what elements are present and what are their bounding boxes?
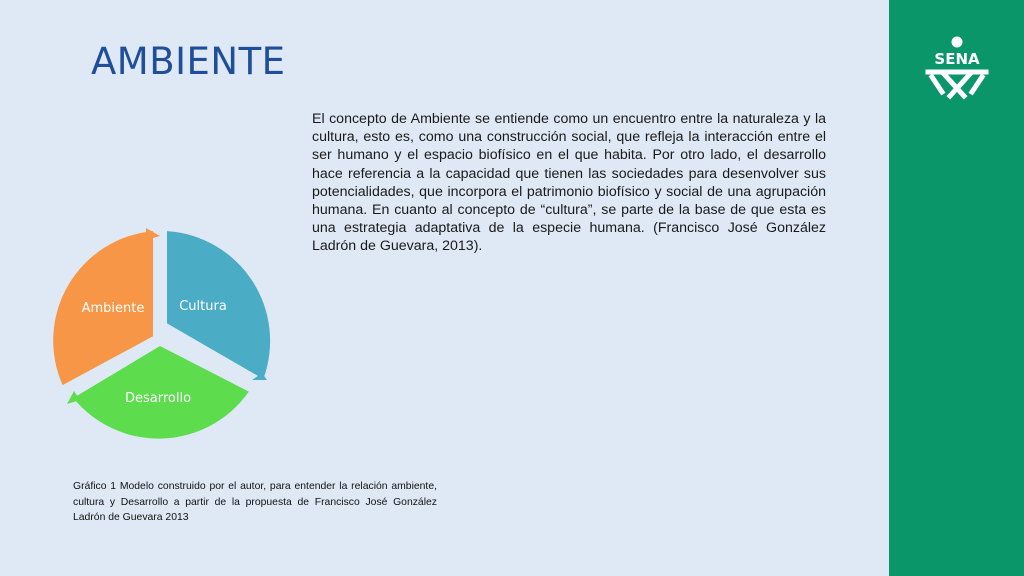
cycle-label-desarrollo: Desarrollo [124, 391, 192, 406]
logo-figure-icon [928, 72, 986, 96]
slide-title: AMBIENTE [91, 40, 286, 83]
sena-logo [922, 34, 992, 104]
figure-caption: Gráfico 1 Modelo construido por el autor, para entender la relación ambiente, cultura y Desarrollo a partir de la propuesta de Francisco José González Ladrón de Guevara 2013 [73, 481, 437, 524]
concept-paragraph: El concepto de Ambiente se entiende como un encuentro entre la naturaleza y la cultura, esto es, como una construcción social, que refleja la interacción entre el ser humano y el espacio biofísico en el que habita. Por otro lado, el desarrollo hace referencia a la capacidad que tienen las sociedades para desenvolver sus potencialidades, que incorpora el patrimonio biofísico y social de una agrupación humana. En cuanto al concepto de “cultura”, se parte de la base de que esta es una estrategia adaptativa de la especie humana. (Francisco José González Ladrón de Guevara, 2013). [312, 111, 826, 255]
cycle-label-cultura: Cultura [179, 299, 227, 314]
logo-head-icon [952, 37, 963, 48]
logo-text: SENA [934, 50, 980, 68]
cycle-diagram [40, 220, 280, 460]
cycle-label-ambiente: Ambiente [81, 301, 145, 316]
